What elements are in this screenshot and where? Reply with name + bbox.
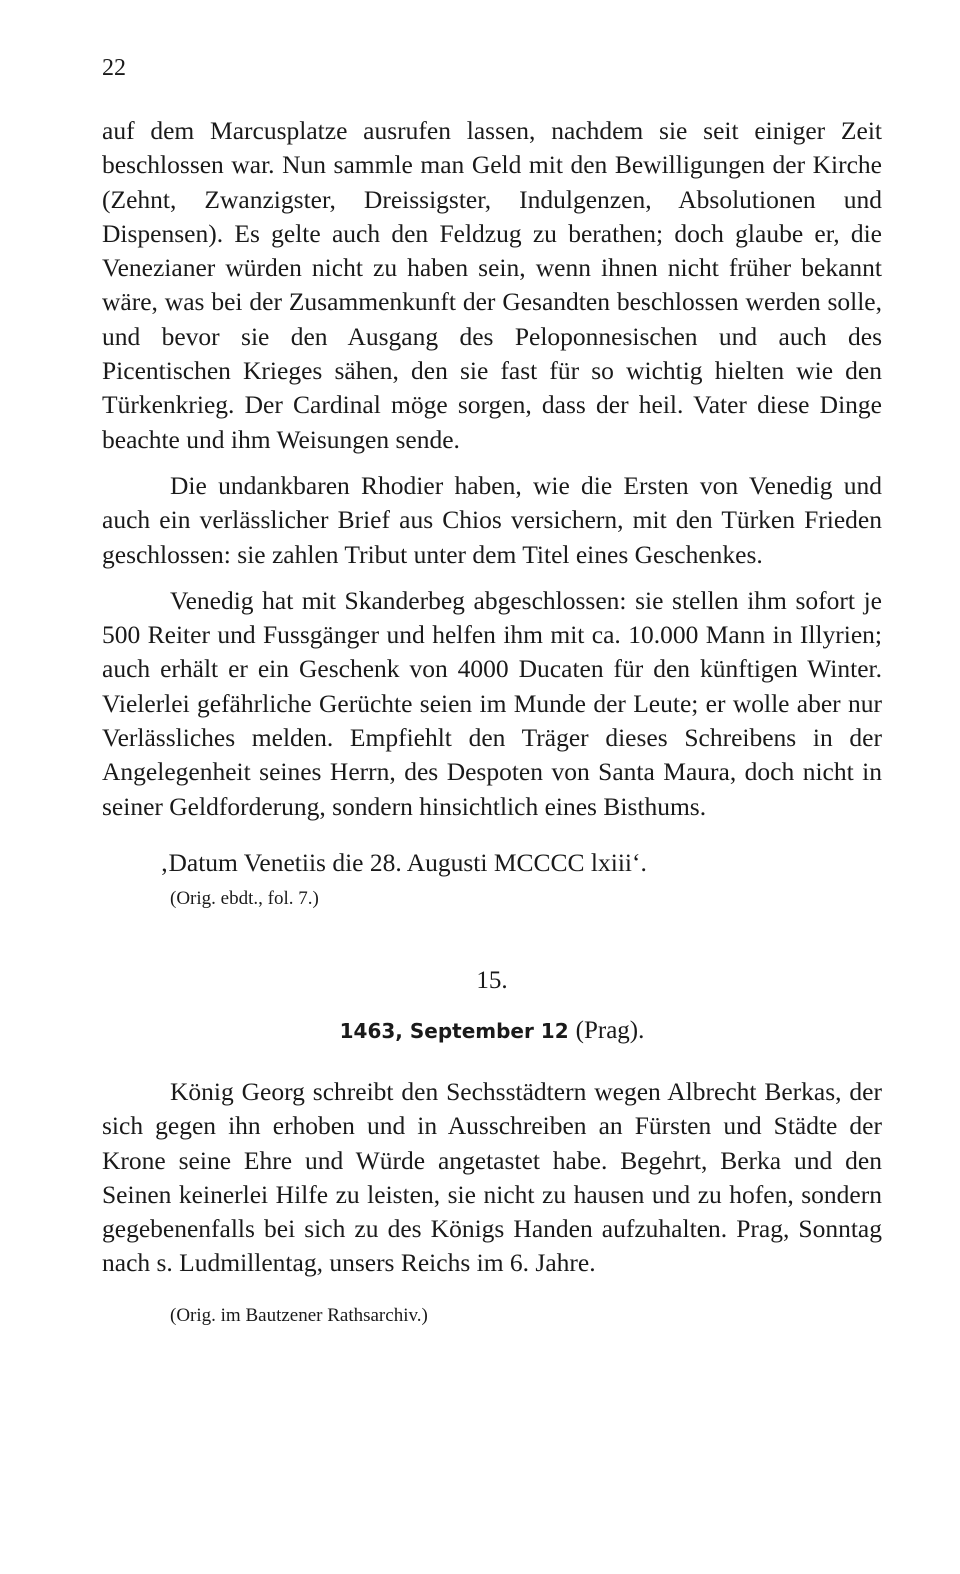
paragraph-koenig-georg: König Georg schreibt den Sechsstädtern wegen Albrecht Berkas, der sich gegen ihn erhoben und in Ausschreiben an Fürsten und Städte der Krone seine Ehre und Würde angetastet habe. Begehrt, Berka und den Seinen keinerlei Hilfe zu leisten, sie nicht zu hausen und zu hofen, sondern gegebenenfalls bei sich zu des Königs Handen aufzuhalten. Prag, Sonntag nach s. Ludmillentag, unsers Reichs im 6. Jahre.: [102, 1076, 882, 1278]
datum-line: ‚Datum Venetiis die 28. Augusti MCCCC lxiii‘.: [160, 847, 647, 877]
source-note: (Orig. ebdt., fol. 7.): [170, 887, 319, 909]
document-number: 15.: [476, 966, 508, 994]
document-place: (Prag).: [575, 1016, 645, 1044]
page-content: [102, 54, 882, 1329]
paragraph-rhodier: Die undankbaren Rhodier haben, wie die Ersten von Venedig und auch ein verlässlicher Brief aus Chios versichern, mit den Türken Frieden geschlossen: sie zahlen Tribut unter dem Titel eines Geschenkes.: [102, 470, 882, 569]
paragraph-continued: auf dem Marcusplatze ausrufen lassen, nachdem sie seit einiger Zeit beschlossen war. Nun sammle man Geld mit den Bewilligungen der Kirche (Zehnt, Zwanzigster, Dreissigster, Indulgenzen, Absolutionen und Dispensen). Es gelte auch den Feldzug zu berathen; doch glaube er, die Venezianer würden nicht zu haben sein, wenn ihnen nicht früher bekannt wäre, was bei der Zusammenkunft der Gesandten beschlossen werden solle, und bevor sie den Ausgang des Peloponnesischen und auch des Picentischen Krieges sähen, den sie fast für so wichtig hielten wie den Türkenkrieg. Der Cardinal möge sorgen, dass der heil. Vater diese Dinge beachte und ihm Weisungen sende.: [102, 116, 882, 454]
document-date: 1463, September 12: [339, 1018, 569, 1043]
document-heading: [102, 1016, 882, 1047]
paragraph-skanderbeg: Venedig hat mit Skanderbeg abgeschlossen: sie stellen ihm sofort je 500 Reiter und Fussgänger und helfen ihm mit ca. 10.000 Mann in Illyrien; auch erhält er ein Geschenk von 4000 Ducaten für den künftigen Winter. Vielerlei gefährliche Gerüchte seien im Munde der Leute; er wolle aber nur Verlässliches melden. Empfiehlt den Träger dieses Schreibens in der Angelegenheit seines Herrn, des Despoten von Santa Maura, doch nicht in seiner Geldforderung, sondern hinsichtlich eines Bisthums.: [102, 585, 882, 821]
source-note-archive: (Orig. im Bautzener Rathsarchiv.): [170, 1304, 428, 1326]
page-number: 22: [102, 55, 126, 81]
